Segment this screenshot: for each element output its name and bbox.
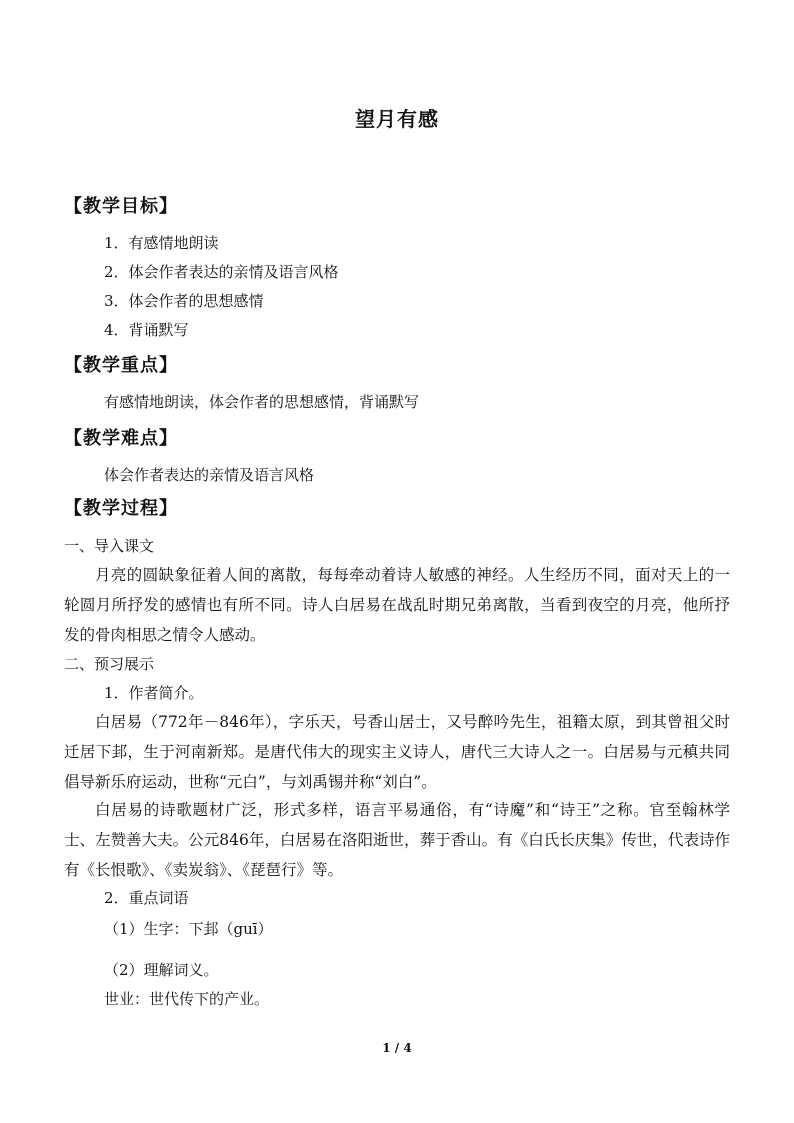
part2-heading: 二、预习展示 (64, 655, 155, 673)
sub-item-word-meaning: （2）理解词义。 (104, 961, 219, 979)
author-paragraph-1: 白居易（772年－846年），字乐天，号香山居士，又号醉吟先生，祖籍太原，到其曾祖父时迁居下邽，生于河南新郑。是唐代伟大的现实主义诗人，唐代三大诗人之一。白居易与元稹共同倡导新乐府运动，世称“元白”，与刘禹锡并称“刘白”。 (64, 713, 730, 791)
page-title: 望月有感 (355, 107, 439, 131)
author-paragraph-2: 白居易的诗歌题材广泛，形式多样，语言平易通俗，有“诗魔”和“诗王”之称。官至翰林学士、左赞善大夫。公元846年，白居易在洛阳逝世，葬于香山。有《白氏长庆集》传世，代表诗作有《长恨歌》、《卖炭翁》、《琵琶行》等。 (64, 801, 730, 879)
section-heading-difficult: 【教学难点】 (64, 428, 178, 449)
sub-item-new-characters: （1）生字：下邽（guī） (104, 920, 273, 938)
section-heading-key: 【教学重点】 (64, 355, 178, 376)
goal-item-2: 2．体会作者表达的亲情及语言风格 (104, 263, 339, 281)
section-heading-goals: 【教学目标】 (64, 196, 178, 217)
goal-item-3: 3．体会作者的思想感情 (104, 292, 264, 310)
page-number: 1 / 4 (382, 1041, 412, 1055)
goal-item-1: 1．有感情地朗读 (104, 234, 219, 252)
vocab-entry: 世业：世代传下的产业。 (104, 990, 270, 1008)
goal-item-4: 4．背诵默写 (104, 321, 189, 339)
part1-heading: 一、导入课文 (64, 537, 155, 555)
item-author-intro: 1．作者简介。 (104, 684, 204, 702)
difficult-text: 体会作者表达的亲情及语言风格 (104, 466, 315, 484)
item-key-words: 2．重点词语 (104, 889, 189, 907)
section-heading-process: 【教学过程】 (64, 498, 178, 519)
intro-paragraph: 月亮的圆缺象征着人间的离散，每每牵动着诗人敏感的神经。人生经历不同，面对天上的一轮圆月所抒发的感情也有所不同。诗人白居易在战乱时期兄弟离散，当看到夜空的月亮，他所抒发的骨肉相思之情令人感动。 (64, 566, 730, 644)
key-text: 有感情地朗读，体会作者的思想感情，背诵默写 (104, 393, 420, 411)
